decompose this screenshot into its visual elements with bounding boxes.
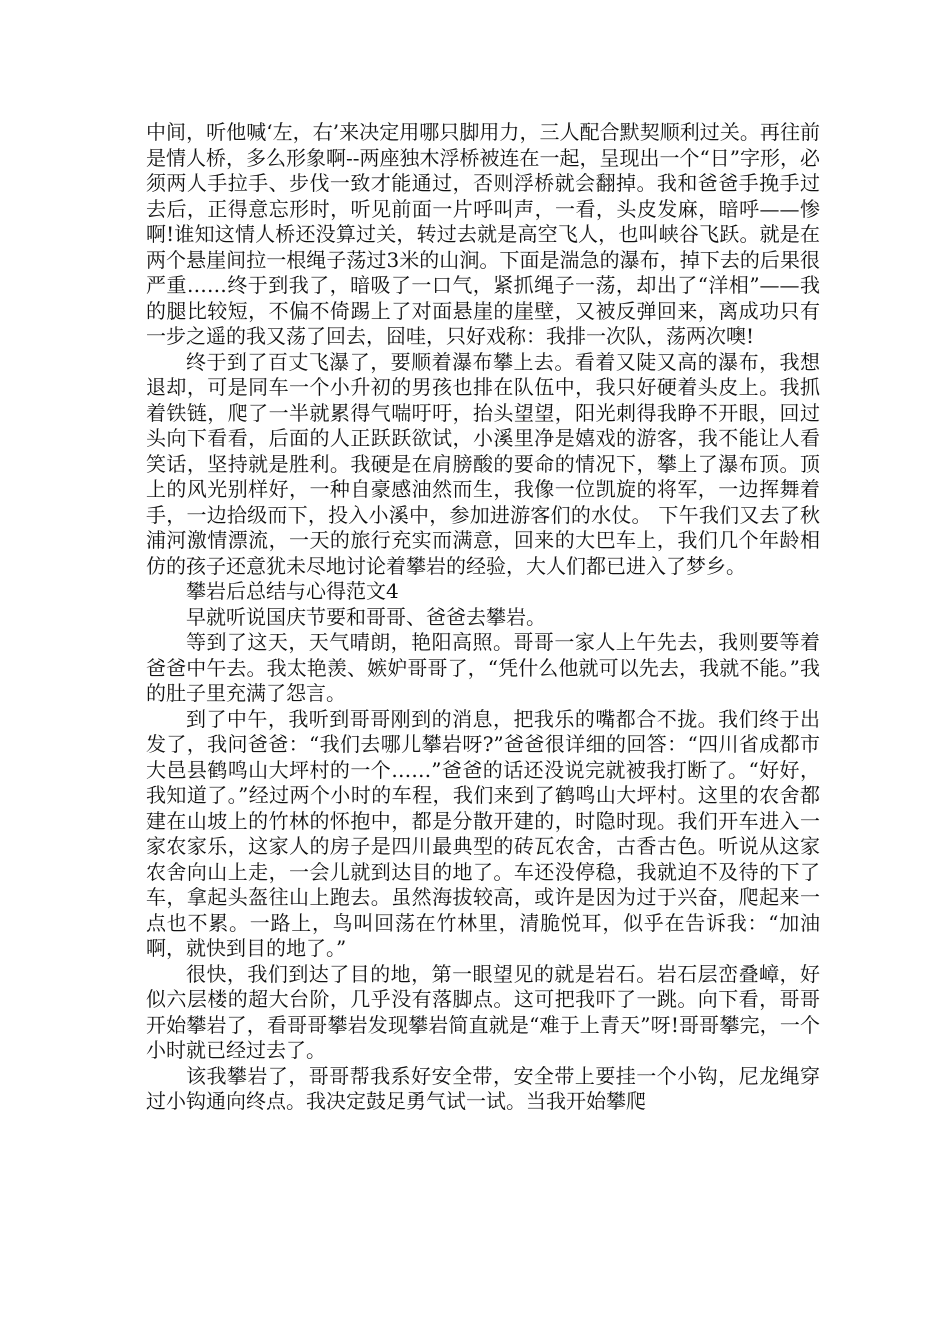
paragraph-arrival: 很快，我们到达了目的地，第一眼望见的就是岩石。岩石层峦叠嶂，好似六层楼的超大台阶，几乎没有落脚点。这可把我吓了一跳。向下看，哥哥开始攀岩了，看哥哥攀岩发现攀岩简直就是“难于上青天”呀!哥哥攀完，一个小时就已经过去了。 xyxy=(146,961,820,1062)
paragraph-waiting: 等到了这天，天气晴朗，艳阳高照。哥哥一家人上午先去，我则要等着爸爸中午去。我太艳羡、嫉妒哥哥了，“凭什么他就可以先去，我就不能。”我的肚子里充满了怨言。 xyxy=(146,630,820,705)
paragraph-continued: 中间，听他喊‘左，右’来决定用哪只脚用力，三人配合默契顺利过关。再往前是情人桥，多么形象啊--两座独木浮桥被连在一起，呈现出一个“日”字形，必须两人手拉手、步伐一致才能通过，否则浮桥就会翻掉。我和爸爸手挽手过去后，正得意忘形时，听见前面一片呼叫声，一看，头皮发麻，暗呼——惨啊!谁知这情人桥还没算过关，转过去就是高空飞人，也叫峡谷飞跃。就是在两个悬崖间拉一根绳子荡过3米的山涧。下面是湍急的瀑布，掉下去的后果很严重……终于到我了，暗吸了一口气，紧抓绳子一荡，却出了“洋相”——我的腿比较短，不偏不倚踢上了对面悬崖的崖壁，又被反弹回来，离成功只有一步之遥的我又荡了回去，囧哇，只好戏称：我排一次队，荡两次噢! xyxy=(146,120,820,348)
document-page xyxy=(146,120,820,1115)
paragraph-waterfall: 终于到了百丈飞瀑了，要顺着瀑布攀上去。看着又陡又高的瀑布，我想退却，可是同车一个小升初的男孩也排在队伍中，我只好硬着头皮上。我抓着铁链，爬了一半就累得气喘吁吁，抬头望望，阳光刺得我睁不开眼，回过头向下看看，后面的人正跃跃欲试，小溪里净是嬉戏的游客，我不能让人看笑话，坚持就是胜利。我硬是在肩膀酸的要命的情况下，攀上了瀑布顶。顶上的风光别样好，一种自豪感油然而生，我像一位凯旋的将军，一边挥舞着手，一边拾级而下，投入小溪中，参加进游客们的水仗。 下午我们又去了秋浦河激情漂流，一天的旅行充实而满意，回来的大巴车上，我们几个年龄相仿的孩子还意犹未尽地讨论着攀岩的经验，大人们都已进入了梦乡。 xyxy=(146,349,820,578)
paragraph-journey: 到了中午，我听到哥哥刚到的消息，把我乐的嘴都合不拢。我们终于出发了，我问爸爸：“我们去哪儿攀岩呀?”爸爸很详细的回答：“四川省成都市大邑县鹤鸣山大坪村的一个……”爸爸的话还没说完就被我打断了。“好好，我知道了。”经过两个小时的车程，我们来到了鹤鸣山大坪村。这里的农舍都建在山坡上的竹林的怀抱中，都是分散开建的，时隐时现。我们开车进入一家农家乐，这家人的房子是四川最典型的砖瓦农舍，古香古色。听说从这家农舍向山上走，一会儿就到达目的地了。车还没停稳，我就迫不及待的下了车，拿起头盔往山上跑去。虽然海拔较高，或许是因为过于兴奋，爬起来一点也不累。一路上，鸟叫回荡在竹林里，清脆悦耳，似乎在告诉我：“加油啊，就快到目的地了。” xyxy=(146,706,820,960)
section-heading: 攀岩后总结与心得范文4 xyxy=(186,579,399,603)
paragraph-my-turn: 该我攀岩了，哥哥帮我系好安全带，安全带上要挂一个小钩，尼龙绳穿过小钩通向终点。我决定鼓足勇气试一试。当我开始攀爬 xyxy=(146,1063,820,1113)
paragraph-intro: 早就听说国庆节要和哥哥、爸爸去攀岩。 xyxy=(186,604,546,629)
